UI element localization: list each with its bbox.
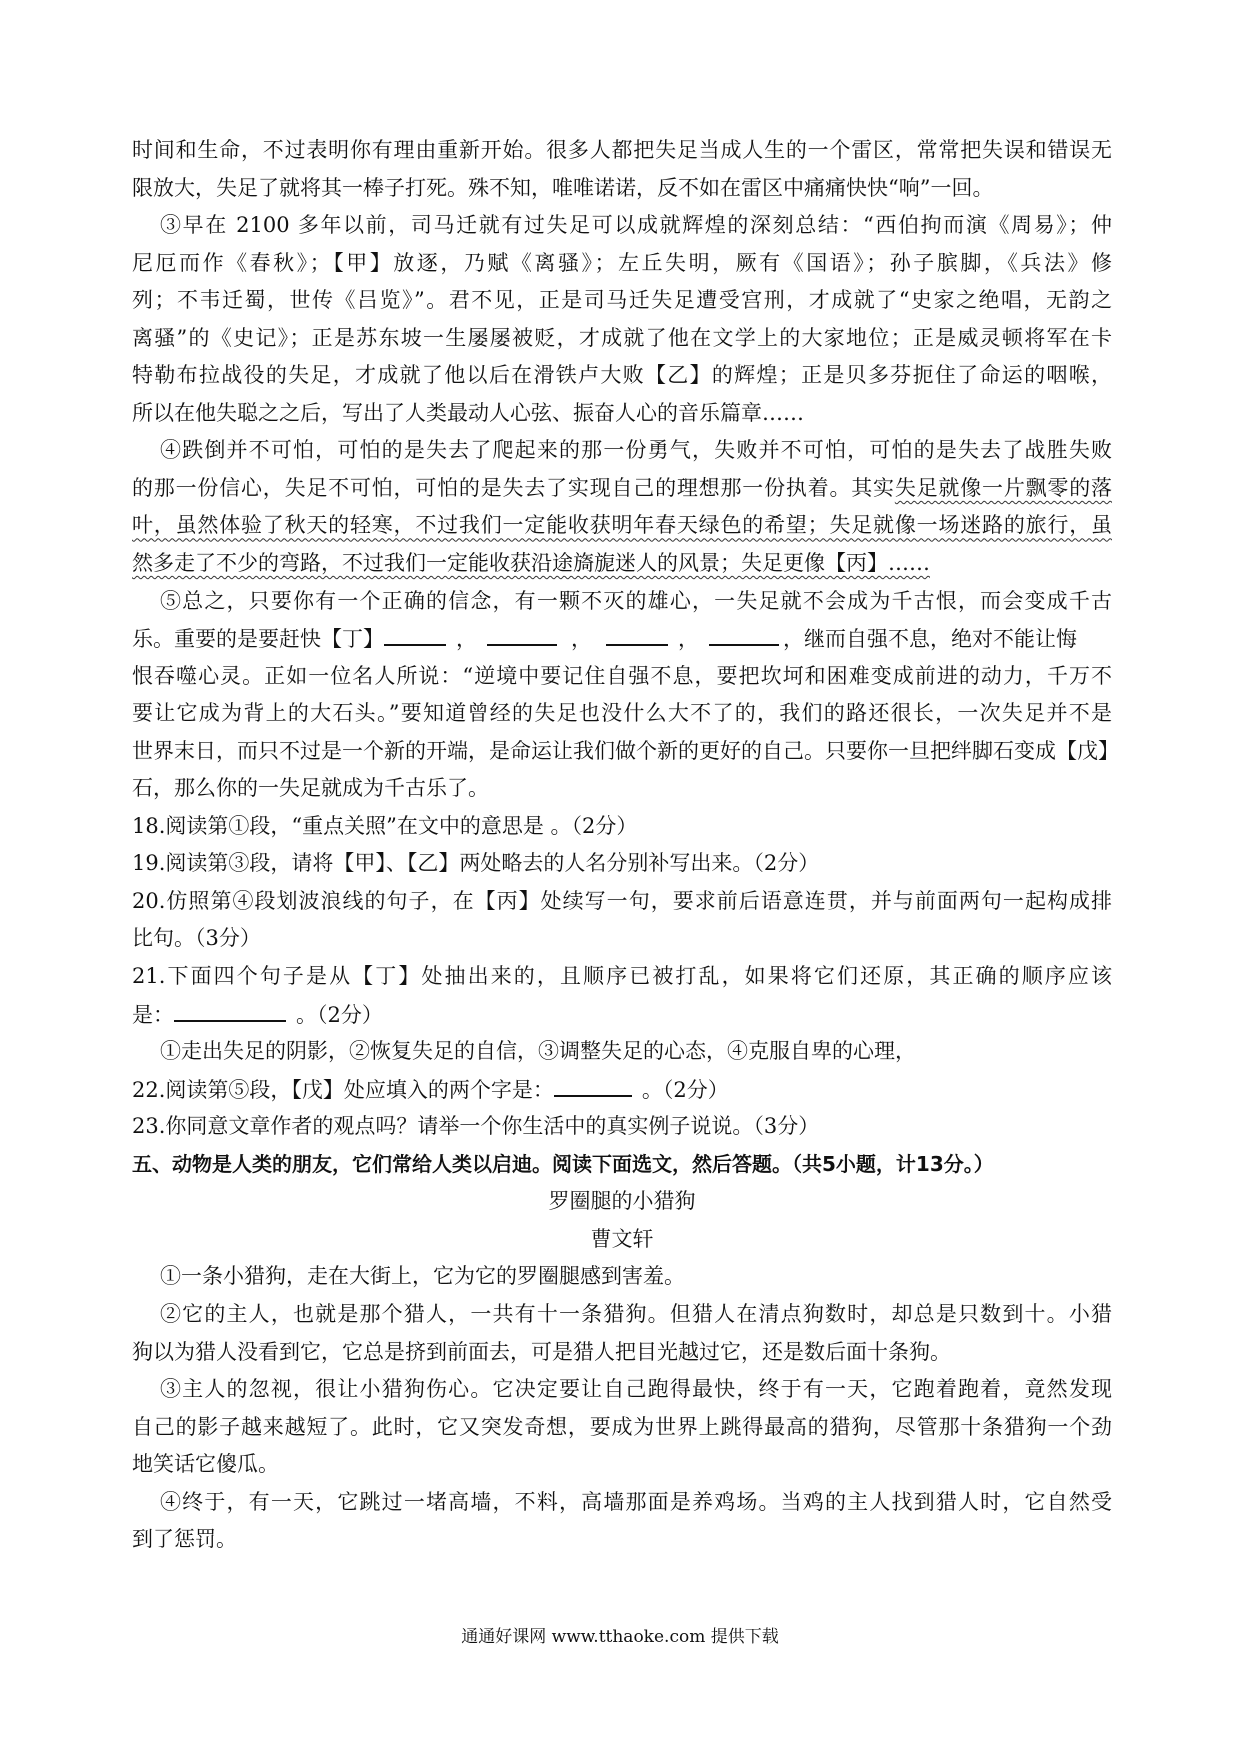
paragraph-5-line: 世界末日，而只不过是一个新的开端，是命运让我们做个新的更好的自己。只要你一旦把绊脚石变成【戊】 bbox=[132, 738, 1119, 763]
story-paragraph-2: ②它的主人，也就是那个猎人，一共有十一条猎狗。但猎人在清点狗数时，却总是只数到十。小猎 bbox=[160, 1301, 1112, 1326]
answer-blank[interactable] bbox=[554, 1071, 632, 1097]
text-line: 限放大，失足了就将其一棒子打死。殊不知，唯唯诺诺，反不如在雷区中痛痛快快“响”一回。 bbox=[132, 175, 994, 200]
plain-text: 是： bbox=[132, 1002, 174, 1027]
plain-text: 乐。重要的是要赶快【丁】 bbox=[132, 627, 384, 652]
story-paragraph-1: ①一条小猎狗，走在大街上，它为它的罗圈腿感到害羞。 bbox=[160, 1264, 685, 1289]
answer-blank[interactable] bbox=[174, 996, 286, 1022]
story-paragraph-2: 狗以为猎人没看到它，它总是挤到前面去，可是猎人把目光越过它，还是数后面十条狗。 bbox=[132, 1339, 951, 1364]
paragraph-5-line: ⑤总之，只要你有一个正确的信念，有一颗不灭的雄心，一失足就不会成为千古恨，而会变成千古 bbox=[160, 588, 1112, 613]
comma: ， bbox=[571, 627, 592, 652]
story-paragraph-3: 自己的影子越来越短了。此时，它又突发奇想，要成为世界上跳得最高的猎狗，尽管那十条猎狗一个劲 bbox=[132, 1414, 1112, 1439]
story-paragraph-4: 到了惩罚。 bbox=[132, 1527, 237, 1552]
plain-text: ，继而自强不息，绝对不能让悔 bbox=[783, 627, 1077, 652]
paragraph-3-line: 离骚”的《史记》；正是苏东坡一生屡屡被贬，才成就了他在文学上的大家地位；正是威灵顿将军在卡 bbox=[132, 325, 1112, 350]
paragraph-3-line: 特勒布拉战役的失足，才成就了他以后在滑铁卢大败【乙】的辉煌；正是贝多芬扼住了命运的咽喉， bbox=[132, 363, 1112, 388]
comma: ， bbox=[678, 627, 699, 652]
section-heading: 五、动物是人类的朋友，它们常给人类以启迪。阅读下面选文，然后答题。（共5小题，计13分。） bbox=[132, 1151, 994, 1176]
paragraph-4-line bbox=[132, 507, 1112, 545]
story-paragraph-3: 地笑话它傻瓜。 bbox=[132, 1452, 279, 1477]
paragraph-3-line: 列；不韦迁蜀，世传《吕览》”。君不见，正是司马迁失足遭受宫刑，才成就了“史家之绝唱，无韵之 bbox=[132, 288, 1112, 313]
article-title: 罗圈腿的小猎狗 bbox=[548, 1189, 696, 1214]
paragraph-3-line: 尼厄而作《春秋》；【甲】放逐，乃赋《离骚》；左丘失明，厥有《国语》；孙子膑脚，《兵法》修 bbox=[132, 250, 1112, 275]
paragraph-3-line: ③早在 2100 多年以前，司马迁就有过失足可以成就辉煌的深刻总结：“西伯拘而演《周易》；仲 bbox=[160, 213, 1112, 238]
wavy-underlined-text: 然多走了不少的弯路，不过我们一定能收获沿途旖旎迷人的风景；失足更像【丙】…… bbox=[132, 551, 930, 576]
story-paragraph-3: ③主人的忽视，很让小猎狗伤心。它决定要让自己跑得最快，终于有一天，它跑着跑着，竟然发现 bbox=[160, 1377, 1112, 1402]
paragraph-5-line: 要让它成为背上的大石头。”要知道曾经的失足也没什么大不了的，我们的路还很长，一次失足并不是 bbox=[132, 701, 1112, 726]
plain-text: 。（2分） bbox=[296, 1002, 383, 1027]
question-20: 20.仿照第④段划波浪线的句子，在【丙】处续写一句，要求前后语意连贯，并与前面两句一起构成排 bbox=[132, 888, 1112, 913]
wavy-underlined-text: 叶，虽然体验了秋天的轻寒，不过我们一定能收获明年春天绿色的希望；失足就像一场迷路的旅行，虽 bbox=[132, 513, 1112, 538]
text-line: 时间和生命，不过表明你有理由重新开始。很多人都把失足当成人生的一个雷区，常常把失误和错误无 bbox=[132, 138, 1112, 162]
question-18: 18.阅读第①段，“重点关照”在文中的意思是 。（2分） bbox=[132, 813, 638, 838]
fill-blank[interactable] bbox=[487, 620, 557, 646]
paragraph-4-line: ④跌倒并不可怕，可怕的是失去了爬起来的那一份勇气，失败并不可怕，可怕的是失去了战胜失败 bbox=[160, 438, 1112, 463]
fill-blank[interactable] bbox=[709, 620, 779, 646]
question-23: 23.你同意文章作者的观点吗？请举一个你生活中的真实例子说说。（3分） bbox=[132, 1114, 820, 1139]
comma: ， bbox=[456, 627, 477, 652]
question-19: 19.阅读第③段，请将【甲】、【乙】两处略去的人名分别补写出来。（2分） bbox=[132, 851, 820, 876]
story-paragraph-4: ④终于，有一天，它跳过一堵高墙，不料，高墙那面是养鸡场。当鸡的主人找到猎人时，它自然受 bbox=[160, 1489, 1112, 1514]
question-22 bbox=[132, 1071, 1112, 1109]
plain-text: 22.阅读第⑤段，【戊】处应填入的两个字是： bbox=[132, 1077, 554, 1102]
paragraph-4-line bbox=[132, 470, 1112, 508]
wavy-underlined-text: 失足就像一片飘零的落 bbox=[894, 475, 1113, 500]
paragraph-3-line: 所以在他失聪之之后，写出了人类最动人心弦、振奋人心的音乐篇章…… bbox=[132, 400, 804, 425]
fill-blank[interactable] bbox=[384, 620, 446, 646]
document-page bbox=[132, 132, 1119, 1559]
plain-text: 的那一份信心，失足不可怕，可怕的是失去了实现自己的理想那一份执着。其实 bbox=[132, 475, 895, 500]
article-author: 曹文轩 bbox=[590, 1226, 654, 1251]
question-20-cont: 比句。（3分） bbox=[132, 926, 261, 951]
plain-text: 。（2分） bbox=[641, 1077, 729, 1102]
page-footer: 通通好课网 www.tthaoke.com 提供下载 bbox=[461, 1627, 779, 1647]
paragraph-5-line: 恨吞噬心灵。正如一位名人所说：“逆境中要记住自强不息，要把坎坷和困难变成前进的动力，千万不 bbox=[132, 663, 1112, 688]
paragraph-5-line: 石，那么你的一失足就成为千古乐了。 bbox=[132, 776, 489, 801]
fill-blank[interactable] bbox=[606, 620, 668, 646]
question-21: 21.下面四个句子是从【丁】处抽出来的，且顺序已被打乱，如果将它们还原，其正确的顺序应该 bbox=[132, 964, 1112, 989]
question-21-options: ①走出失足的阴影，②恢复失足的自信，③调整失足的心态，④克服自卑的心理， bbox=[160, 1039, 916, 1064]
paragraph-4-line bbox=[132, 545, 1112, 583]
question-21-cont bbox=[132, 996, 1112, 1034]
paragraph-5-line bbox=[132, 620, 1112, 658]
